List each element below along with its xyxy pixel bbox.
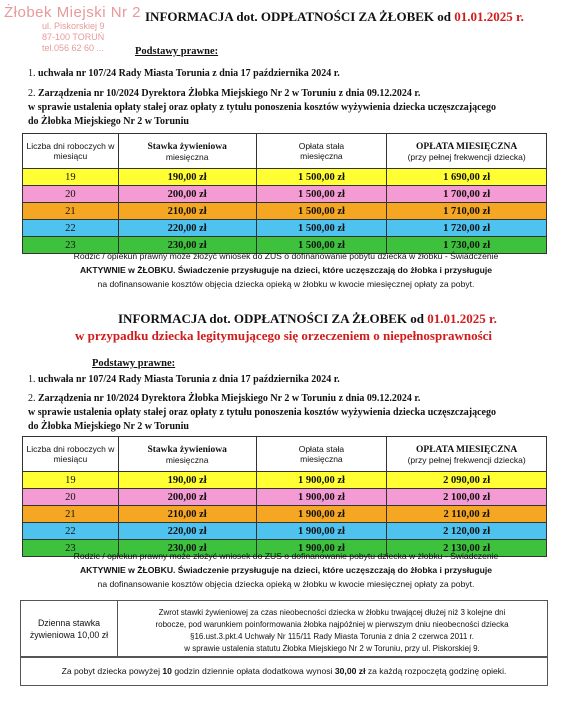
cell-fixed: 1 900,00 zł: [256, 506, 387, 523]
header-total-label: OPŁATA MIESIĘCZNA: [416, 141, 518, 152]
footer-post: za każdą rozpoczętą godzinę opieki.: [365, 666, 507, 676]
cell-total: 1 710,00 zł: [387, 203, 547, 220]
note-line2: AKTYWNIE w ŻŁOBKU. Świadczenie przysługuje na dzieci, które uczęszczają do żłobka i przysługuje: [79, 565, 493, 575]
fee-table-disability: [22, 436, 547, 557]
table-row: [23, 186, 547, 203]
stamp-tel: tel.056 62 60 ...: [42, 43, 105, 53]
footer-mid: godzin dziennie opłata dodatkowa wynosi: [171, 666, 335, 676]
section1-legal2c: do Żłobka Miejskiego Nr 2 w Toruniu: [28, 116, 189, 127]
cell-fixed: 1 900,00 zł: [256, 472, 387, 489]
cell-meal: 210,00 zł: [118, 506, 256, 523]
note-line3: na dofinansowanie kosztów objęcia dziecka opieką w żłobku w kwocie miesięcznej opłaty za pobyt.: [97, 579, 475, 589]
cell-meal: 200,00 zł: [118, 489, 256, 506]
cell-days: 19: [23, 472, 119, 489]
section1-legal2: [28, 88, 420, 99]
cell-days: 22: [23, 220, 119, 237]
stamp-name: Żłobek Miejski Nr 2: [4, 4, 142, 21]
cell-fixed: 1 500,00 zł: [256, 203, 387, 220]
legal1-text: uchwała nr 107/24 Rady Miasta Torunia z dnia 17 października 2024 r.: [38, 374, 340, 385]
table-row: [23, 169, 547, 186]
header-fixed-sub: miesięczna: [300, 151, 343, 161]
cell-days: 23: [23, 237, 119, 254]
cell-total: 1 690,00 zł: [387, 169, 547, 186]
cell-meal: 210,00 zł: [118, 203, 256, 220]
header-meal-label: Stawka żywieniowa: [147, 444, 227, 455]
header-total-sub: (przy pełnej frekwencji dziecka): [407, 151, 526, 162]
table-row: [23, 220, 547, 237]
cell-meal: 230,00 zł: [118, 540, 256, 557]
header-days: Liczba dni roboczych w miesiącu: [23, 134, 119, 169]
cell-days: 19: [23, 169, 119, 186]
header-meal: [118, 134, 256, 169]
cell-total: 1 730,00 zł: [387, 237, 547, 254]
cell-days: 20: [23, 186, 119, 203]
section1-legal-label: Podstawy prawne:: [135, 46, 219, 57]
cell-fixed: 1 500,00 zł: [256, 186, 387, 203]
section2-title-text: INFORMACJA dot. ODPŁATNOŚCI ZA ŻŁOBEK: [118, 311, 408, 326]
header-fixed: [256, 134, 387, 169]
header-meal-label: Stawka żywieniowa: [147, 141, 227, 152]
header-meal-sub: miesięczna: [165, 454, 209, 465]
cell-total: 2 130,00 zł: [387, 540, 547, 557]
cell-fixed: 1 500,00 zł: [256, 220, 387, 237]
note-line1: Rodzic / opiekun prawny może złożyć wniosek do ZUS o dofinanowanie pobytu dziecka w żłobku - Świadczenie: [73, 251, 499, 261]
section2-legal2: [28, 393, 420, 404]
cell-fixed: 1 500,00 zł: [256, 169, 387, 186]
cell-meal: 190,00 zł: [118, 472, 256, 489]
legal2-num: 2.: [28, 393, 36, 404]
cell-meal: 190,00 zł: [118, 169, 256, 186]
daily-label1: Dzienna stawka: [37, 618, 101, 628]
header-days: Liczba dni roboczych w miesiącu: [23, 437, 119, 472]
section2-title: [118, 311, 497, 327]
stamp-city: 87-100 TORUŃ: [42, 32, 105, 42]
cell-days: 21: [23, 203, 119, 220]
note-line3: na dofinansowanie kosztów objęcia dziecka opieką w żłobku w kwocie miesięcznej opłaty za pobyt.: [97, 279, 475, 289]
cell-meal: 220,00 zł: [118, 220, 256, 237]
cell-fixed: 1 900,00 zł: [256, 540, 387, 557]
stamp-street: ul. Piskorskiej 9: [42, 21, 105, 31]
daily-meal-rate: [21, 601, 118, 657]
refund-line4: w sprawie ustalenia statutu Żłobka Miejskiego Nr 2 w Toruniu, przy ul. Piskorskiej 9.: [184, 644, 480, 653]
cell-days: 23: [23, 540, 119, 557]
cell-days: 21: [23, 506, 119, 523]
section1-title-text: INFORMACJA dot. ODPŁATNOŚCI ZA ŻŁOBEK: [145, 9, 435, 24]
header-total-sub: (przy pełnej frekwencji dziecka): [407, 454, 526, 465]
institution-stamp: [4, 4, 154, 54]
daily-meal-box: [20, 600, 548, 658]
refund-line2: robocze, pod warunkiem poinformowania żłobka najpóźniej w pierwszym dniu nieobecności dziecka: [155, 620, 509, 629]
cell-meal: 230,00 zł: [118, 237, 256, 254]
cell-meal: 200,00 zł: [118, 186, 256, 203]
section2-date: 01.01.2025 r.: [427, 311, 497, 326]
section1-zus-note: [30, 249, 542, 291]
refund-line1: Zwrot stawki żywieniowej za czas nieobecności dziecka w żłobku trwającej dłużej niż 3 kolejne dni: [158, 608, 506, 617]
legal1-num: 1.: [28, 68, 36, 79]
cell-days: 20: [23, 489, 119, 506]
header-total: [387, 437, 547, 472]
header-meal-sub: miesięczna: [165, 151, 209, 162]
cell-total: 2 120,00 zł: [387, 523, 547, 540]
table-row: [23, 472, 547, 489]
cell-fixed: 1 500,00 zł: [256, 237, 387, 254]
section1-legal1: [28, 68, 340, 79]
section2-zus-note: [30, 549, 542, 591]
cell-fixed: 1 900,00 zł: [256, 523, 387, 540]
section2-subtitle: w przypadku dziecka legitymującego się orzeczeniem o niepełnosprawności: [75, 328, 493, 343]
section2-legal1: [28, 374, 340, 385]
table-row: [23, 523, 547, 540]
header-total-label: OPŁATA MIESIĘCZNA: [416, 444, 518, 455]
footer-pre: Za pobyt dziecka powyżej: [61, 666, 163, 676]
section2-legal2b: w sprawie ustalenia opłaty stałej oraz opłaty z tytułu ponoszenia kosztów wyżywienia dziecka uczęszczającego: [28, 407, 496, 418]
legal2-text: Zarządzenia nr 10/2024 Dyrektora Żłobka Miejskiego Nr 2 w Toruniu z dnia 09.12.2024 r.: [38, 393, 421, 404]
cell-days: 22: [23, 523, 119, 540]
header-meal: [118, 437, 256, 472]
header-fixed-label: Opłata stała: [298, 444, 345, 454]
section1-title: [145, 9, 524, 25]
refund-line3: §16.ust.3.pkt.4 Uchwały Nr 115/11 Rady Miasta Torunia z dnia 2 czerwca 2011 r.: [190, 632, 474, 641]
cell-total: 1 700,00 zł: [387, 186, 547, 203]
cell-total: 2 110,00 zł: [387, 506, 547, 523]
legal2-num: 2.: [28, 88, 36, 99]
cell-total: 2 100,00 zł: [387, 489, 547, 506]
cell-meal: 220,00 zł: [118, 523, 256, 540]
fee-table-header: [23, 437, 547, 472]
header-fixed: [256, 437, 387, 472]
header-total: [387, 134, 547, 169]
note-line2: AKTYWNIE w ŻŁOBKU. Świadczenie przysługuje na dzieci, które uczęszczają do żłobka i przysługuje: [79, 265, 493, 275]
footer-amount: 30,00 zł: [334, 666, 366, 676]
fee-table-header: [23, 134, 547, 169]
table-row: [23, 203, 547, 220]
section1-legal2b: w sprawie ustalenia opłaty stałej oraz opłaty z tytułu ponoszenia kosztów wyżywienia dziecka uczęszczającego: [28, 102, 496, 113]
cell-total: 2 090,00 zł: [387, 472, 547, 489]
cell-total: 1 720,00 zł: [387, 220, 547, 237]
daily-label2: żywieniowa 10,00 zł: [29, 630, 109, 640]
cell-fixed: 1 900,00 zł: [256, 489, 387, 506]
section2-legal2c: do Żłobka Miejskiego Nr 2 w Toruniu: [28, 421, 189, 432]
header-fixed-label: Opłata stała: [298, 141, 345, 151]
section2-from: od: [410, 311, 425, 326]
extra-hours-note: [20, 656, 548, 686]
footer-hours: 10: [162, 666, 172, 676]
section1-from: od: [437, 9, 452, 24]
legal2-text: Zarządzenia nr 10/2024 Dyrektora Żłobka Miejskiego Nr 2 w Toruniu z dnia 09.12.2024 r.: [38, 88, 421, 99]
fee-table-standard: [22, 133, 547, 254]
section2-legal-label: Podstawy prawne:: [92, 358, 176, 369]
daily-meal-refund-text: [121, 607, 543, 655]
section1-date: 01.01.2025 r.: [454, 9, 524, 24]
header-fixed-sub: miesięczna: [300, 454, 343, 464]
table-row: [23, 506, 547, 523]
note-line1: Rodzic / opiekun prawny może złożyć wniosek do ZUS o dofinanowanie pobytu dziecka w żłobku - Świadczenie: [73, 551, 499, 561]
legal1-num: 1.: [28, 374, 36, 385]
table-row: [23, 489, 547, 506]
legal1-text: uchwała nr 107/24 Rady Miasta Torunia z dnia 17 października 2024 r.: [38, 68, 340, 79]
